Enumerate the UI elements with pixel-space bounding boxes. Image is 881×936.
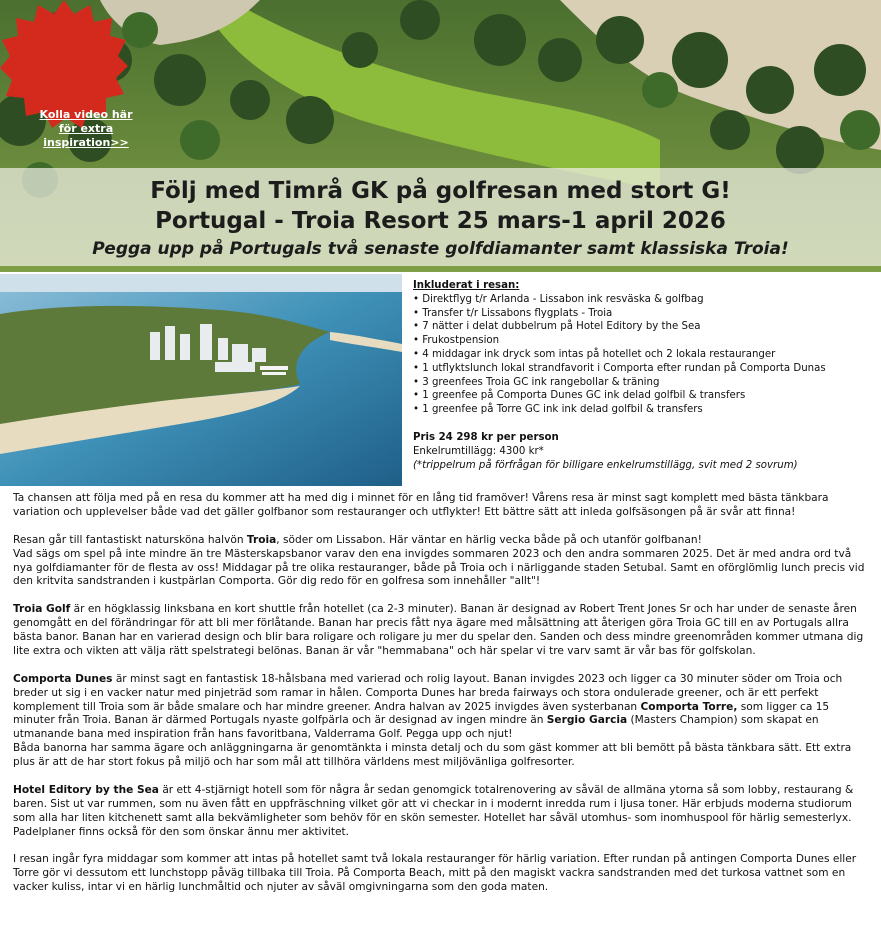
hotel-paragraph: Hotel Editory by the Sea är ett 4-stjärnigt hotell som för några år sedan genomgick totalrenovering av såväl de allmäna ytorna så som lobby, restaurang & baren. Sist ut var rummen, som nu även fått en uppfräschning vilket gör att vi checkar in i modernt inredda rum i ljusa toner. Här erbjuds moderna studiorum som alla har liten kitchenett samt alla bekvämligheter som behöv för en skön semester. Hotellet har såväl utomhus- som inomhuspool för härlig semesterlyx. Padelplaner finns också för den som önskar ännu mer aktivitet. (13, 783, 854, 838)
price: Pris 24 298 kr per person (413, 431, 559, 443)
list-item: • Direktflyg t/r Arlanda - Lissabon ink resväska & golfbag (413, 293, 878, 307)
intro-paragraph: Ta chansen att följa med på en resa du kommer att ha med dig i minnet för en lång tid framöver! Vårens resa är minst sagt komplett med bästa tänkbara variation och upplevelser både vad det gäller golfbanor som restauranger och utflykter! Ett bättre sätt att inleda golfsäsongen på är svår att finna! (13, 492, 829, 518)
hero-subtitle: Pegga upp på Portugals två senaste golfdiamanter samt klassiska Troia! (92, 239, 789, 259)
included-heading: Inkluderat i resan: (413, 280, 520, 291)
destination-paragraph: Resan går till fantastiskt natursköna halvön Troia, söder om Lissabon. Här väntar en härlig vecka både på och utanför golfbanan! Vad sägs om spel på inte mindre än tre Mästerskapsbanor varav den ena invigdes sommaren 2023 och den andra sommaren 2025. Det är med andra ord två nya golfdiamanter för de flesta av oss! Middagar på tre olika restauranger, både på Troia och i närliggande staden Setubal. Samt en oförglömlig lunch precis vid den kritvita sandstranden i kustpärlan Comporta. Gör dig redo för en golfresa som innehåller "allt"! (13, 533, 865, 588)
hero-banner (0, 0, 881, 272)
list-item: • Transfer t/r Lissabons flygplats - Troia (413, 307, 878, 321)
page-title: Följ med Timrå GK på golfresan med stort G! (150, 178, 731, 204)
list-item: • 1 utflyktslunch lokal strandfavorit i Comporta efter rundan på Comporta Dunas (413, 362, 878, 376)
list-item: • 4 middagar ink dryck som intas på hotellet och 2 lokala restauranger (413, 348, 878, 362)
dining-paragraph: I resan ingår fyra middagar som kommer att intas på hotellet samt två lokala restauranger för härlig variation. Efter rundan på antingen Comporta Dunes eller Torre gör vi dessutom ett lunchstopp påväg tillbaka till Troia. På Comporta Beach, mitt på den magiskt vackra sandstranden med det turkosa vattnet som en vacker kuliss, intar vi en härlig lunchmåltid och njuter av såväl omgivningarna som den goda maten. (13, 853, 857, 894)
article-body (13, 492, 869, 909)
video-inspiration-link[interactable]: Kolla video här för extra inspiration>> (39, 108, 133, 149)
trip-title: Portugal - Troia Resort 25 mars-1 april 2026 (155, 208, 726, 234)
list-item: • 3 greenfees Troia GC ink rangebollar & träning (413, 376, 878, 390)
included-list (413, 293, 878, 417)
single-supplement: Enkelrumtillägg: 4300 kr* (413, 445, 544, 457)
included-section (413, 279, 878, 472)
list-item: • 1 greenfee på Torre GC ink ink delad golfbil & transfers (413, 403, 878, 417)
supplement-note: (*trippelrum på förfrågan för billigare enkelrumstillägg, svit med 2 sovrum) (413, 459, 798, 471)
comporta-paragraph: Comporta Dunes är minst sagt en fantastisk 18-hålsbana med varierad och rolig layout. Banan invigdes 2023 och ligger ca 30 minuter söder om Troia och breder ut sig i en vacker natur med pinjeträd som ramar in hålen. Comporta Dunes har breda fairways och stora ondulerade greener, och är ett perfekt komplement till Troia som är både smalare och har mindre greener. Andra halvan av 2025 invigdes även systerbanan Comporta Torre, som ligger ca 15 minuter från Troia. Banan är därmed Portugals nyaste golfpärla och är designad av ingen mindre än Sergio Garcia (Masters Champion) som skapat en utmanande bana med inspiration från hans favoritbana, Valderrama Golf. Pegga upp och njut! Båda banorna har samma ägare och anläggningarna är genomtänkta i minsta detalj och du som gäst kommer att bli bemött på bästa tänkbara sätt. Ett extra plus är att de har stort fokus på miljö och har som mål att tillhöra världens mest miljövänliga golfresorter. (13, 672, 852, 769)
list-item: • 7 nätter i delat dubbelrum på Hotel Editory by the Sea (413, 320, 878, 334)
troia-aerial-photo (0, 274, 402, 486)
list-item: • Frukostpension (413, 334, 878, 348)
troia-golf-paragraph: Troia Golf är en högklassig linksbana en kort shuttle från hotellet (ca 2-3 minuter). Banan är designad av Robert Trent Jones Sr och har under de senaste åren genomgått en del förändringar för att bli mer förlåtande. Banan har precis fått nya ägare med målsättning att återigen göra Troia GC till en av Portugals allra bästa banor. Banan har en varierad design och blir bara roligare och roligare ju mer du spelar den. Sanden och dess mindre greenområden kommer utmana dig lite extra och vikten att välja rätt spelstrategi belönas. Banan är vår "hemmabana" och här spelar vi tre varv samt är vår bas för golfskolan. (13, 603, 864, 657)
list-item: • 1 greenfee på Comporta Dunes GC ink delad golfbil & transfers (413, 389, 878, 403)
